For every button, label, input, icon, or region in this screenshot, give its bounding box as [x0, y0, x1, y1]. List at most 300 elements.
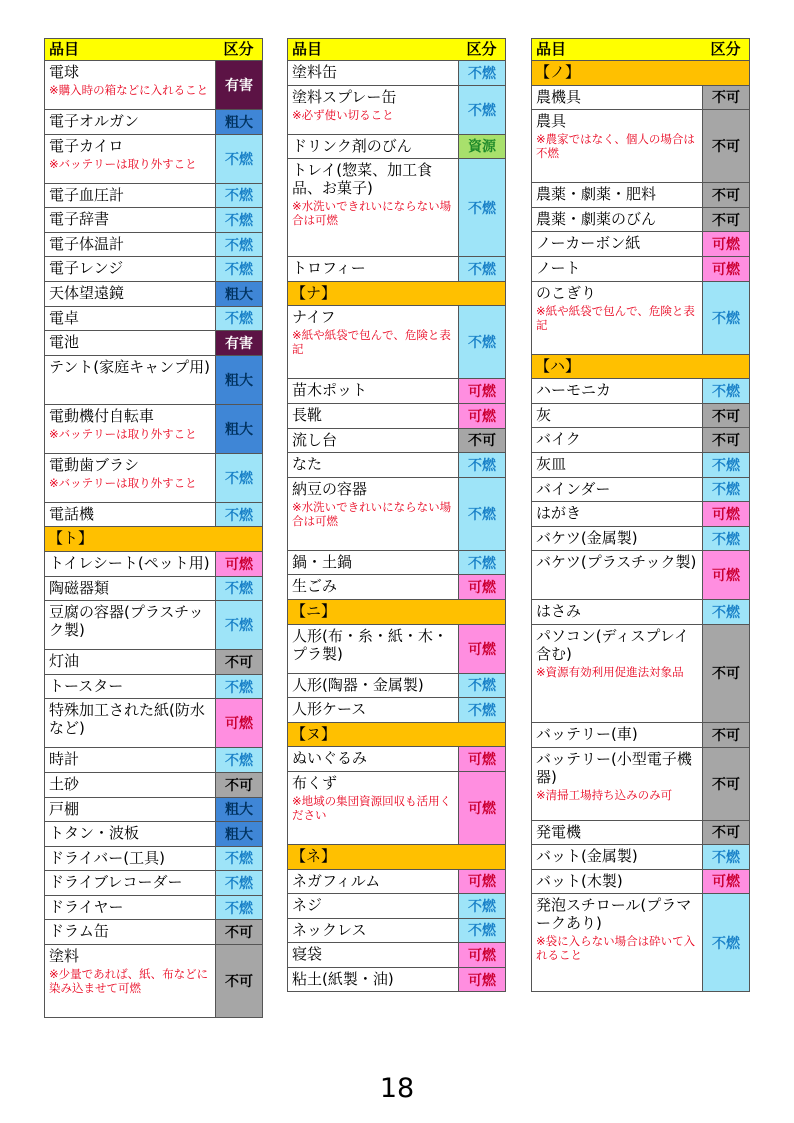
category-badge: 不燃 — [458, 453, 505, 477]
item-name: 塗料スプレー缶 — [292, 87, 397, 106]
item-name: テント(家庭キャンプ用) — [49, 357, 210, 376]
category-badge: 可燃 — [458, 404, 505, 428]
table-column-2 — [287, 38, 506, 992]
table-row — [287, 625, 506, 674]
category-badge: 可燃 — [458, 575, 505, 599]
category-badge: 不可 — [215, 650, 262, 674]
table-row — [531, 232, 750, 257]
category-badge: 不可 — [215, 920, 262, 944]
category-badge: 不可 — [702, 723, 749, 747]
item-cell — [532, 257, 702, 281]
header-item-label: 品目 — [49, 40, 80, 58]
item-cell — [45, 257, 215, 281]
category-badge: 不燃 — [458, 478, 505, 550]
item-cell — [45, 552, 215, 576]
item-cell — [532, 527, 702, 551]
category-badge: 不燃 — [458, 61, 505, 85]
table-row — [531, 502, 750, 527]
item-name: 電子辞書 — [49, 210, 110, 229]
item-name: 電子レンジ — [49, 259, 124, 278]
item-name: 電卓 — [49, 308, 80, 327]
item-cell — [288, 894, 458, 918]
item-cell — [532, 625, 702, 722]
category-badge: 可燃 — [702, 257, 749, 281]
table-row — [531, 110, 750, 183]
item-cell — [532, 821, 702, 845]
item-name: バット(木製) — [536, 871, 623, 890]
table-row — [287, 551, 506, 576]
table-row — [287, 747, 506, 772]
table-row — [287, 698, 506, 723]
item-name: 流し台 — [292, 430, 338, 449]
category-badge: 可燃 — [702, 502, 749, 526]
table-row — [287, 135, 506, 160]
item-name: ドライヤー — [49, 897, 124, 916]
item-name: 納豆の容器 — [292, 479, 368, 498]
item-cell — [288, 61, 458, 85]
item-name: 布くず — [292, 773, 338, 792]
table-row — [44, 798, 263, 823]
item-cell — [45, 307, 215, 331]
category-badge: 不燃 — [215, 896, 262, 920]
item-cell — [532, 551, 702, 599]
category-badge: 粗大 — [215, 798, 262, 822]
section-header: 【ト】 — [44, 527, 263, 552]
category-badge: 不可 — [702, 428, 749, 452]
table-row — [287, 86, 506, 135]
table-header — [44, 38, 263, 61]
item-note: ※清掃工場持ち込みのみ可 — [536, 787, 673, 802]
item-name: 粘土(紙製・油) — [292, 969, 394, 988]
item-name: ネックレス — [292, 920, 367, 939]
item-cell — [532, 404, 702, 428]
item-name: バッテリー(車) — [536, 724, 638, 743]
category-badge: 不燃 — [215, 454, 262, 502]
category-badge: 粗大 — [215, 282, 262, 306]
table-row — [287, 429, 506, 454]
table-row — [44, 331, 263, 356]
item-name: 長靴 — [292, 405, 323, 424]
table-row — [531, 379, 750, 404]
table-row — [44, 601, 263, 650]
table-row — [531, 821, 750, 846]
item-cell — [45, 208, 215, 232]
item-cell — [45, 871, 215, 895]
item-cell — [45, 110, 215, 134]
table-row — [531, 453, 750, 478]
item-name: ネガフィルム — [292, 871, 381, 890]
category-badge: 不燃 — [215, 184, 262, 208]
item-cell — [288, 698, 458, 722]
table-row — [287, 919, 506, 944]
item-note: ※水洗いできれいにならない場合は可燃 — [292, 499, 452, 528]
item-note: ※バッテリーは取り外すこと — [49, 475, 197, 490]
category-badge: 不可 — [702, 110, 749, 182]
item-cell — [532, 183, 702, 207]
category-badge: 不燃 — [702, 282, 749, 354]
item-name: 天体望遠鏡 — [49, 283, 125, 302]
item-name: 特殊加工された紙(防水など) — [49, 701, 205, 738]
item-name: 鍋・土鍋 — [292, 552, 353, 571]
item-cell — [288, 575, 458, 599]
table-row — [531, 478, 750, 503]
item-note: ※購入時の箱などに入れること — [49, 83, 209, 97]
category-badge: 不可 — [702, 404, 749, 428]
table-row — [287, 478, 506, 551]
item-cell — [288, 772, 458, 844]
category-badge: 不燃 — [215, 503, 262, 527]
item-cell — [45, 650, 215, 674]
table-row — [531, 257, 750, 282]
table-row — [44, 748, 263, 773]
category-badge: 不燃 — [458, 894, 505, 918]
table-row — [287, 61, 506, 86]
item-cell — [532, 894, 702, 991]
item-name: 生ごみ — [292, 577, 338, 596]
item-name: ハーモニカ — [536, 381, 612, 400]
item-name: ドライブレコーダー — [49, 873, 183, 892]
item-name: 電動機付自転車 — [49, 406, 155, 425]
table-row — [44, 552, 263, 577]
table-column-1 — [44, 38, 263, 1018]
item-name: 苗木ポット — [292, 381, 368, 400]
item-name: のこぎり — [536, 283, 597, 302]
category-badge: 不可 — [215, 773, 262, 797]
item-cell — [288, 478, 458, 550]
table-row — [44, 135, 263, 184]
table-row — [44, 871, 263, 896]
item-cell — [532, 86, 702, 110]
table-row — [44, 945, 263, 1018]
item-name: ノート — [536, 258, 581, 277]
item-name: 陶磁器類 — [49, 578, 110, 597]
category-badge: 不燃 — [215, 307, 262, 331]
item-name: 電子オルガン — [49, 112, 140, 130]
category-badge: 可燃 — [458, 747, 505, 771]
item-cell — [288, 453, 458, 477]
item-cell — [45, 233, 215, 257]
table-row — [287, 870, 506, 895]
category-badge: 不燃 — [215, 748, 262, 772]
item-name: バインダー — [536, 479, 611, 498]
item-cell — [45, 798, 215, 822]
item-cell — [532, 379, 702, 403]
table-header — [531, 38, 750, 61]
item-note: ※バッテリーは取り外すこと — [49, 156, 197, 171]
header-category-label: 区分 — [223, 40, 254, 58]
item-name: なた — [292, 455, 323, 474]
item-cell — [45, 503, 215, 527]
table-row — [287, 575, 506, 600]
category-badge: 不燃 — [458, 698, 505, 722]
header-item-label: 品目 — [292, 40, 323, 58]
category-badge: 不燃 — [215, 257, 262, 281]
item-cell — [45, 331, 215, 355]
section-header: 【ナ】 — [287, 282, 506, 307]
section-header: 【ハ】 — [531, 355, 750, 380]
category-badge: 不燃 — [215, 601, 262, 649]
category-badge: 不燃 — [458, 306, 505, 378]
item-name: 農具 — [536, 112, 567, 131]
item-name: ネジ — [292, 896, 323, 915]
item-name: 塗料缶 — [292, 63, 338, 81]
category-badge: 不燃 — [458, 674, 505, 698]
table-row — [287, 968, 506, 993]
item-cell — [532, 478, 702, 502]
table-row — [531, 551, 750, 600]
category-badge: 可燃 — [458, 943, 505, 967]
category-badge: 不可 — [702, 821, 749, 845]
item-cell — [288, 135, 458, 159]
item-note: ※資源有効利用促進法対象品 — [536, 664, 684, 679]
item-cell — [532, 723, 702, 747]
item-name: ドリンク剤のびん — [292, 136, 412, 155]
item-cell — [45, 601, 215, 649]
item-cell — [45, 356, 215, 404]
item-cell — [45, 699, 215, 747]
item-cell — [532, 600, 702, 624]
table-row — [44, 233, 263, 258]
item-cell — [532, 232, 702, 256]
table-row — [287, 674, 506, 699]
item-note: ※バッテリーは取り外すこと — [49, 426, 197, 441]
item-name: ぬいぐるみ — [292, 749, 368, 768]
item-cell — [288, 551, 458, 575]
item-name: 戸棚 — [49, 799, 80, 818]
table-row — [287, 772, 506, 845]
item-cell — [45, 405, 215, 453]
table-header — [287, 38, 506, 61]
table-row — [287, 257, 506, 282]
item-cell — [288, 404, 458, 428]
table-row — [44, 405, 263, 454]
category-badge: 不燃 — [702, 845, 749, 869]
table-row — [531, 894, 750, 992]
item-note: ※袋に入らない場合は砕いて入れること — [536, 934, 696, 963]
item-name: バケツ(金属製) — [536, 528, 638, 547]
item-name: トロフィー — [292, 259, 366, 278]
header-category-label: 区分 — [466, 40, 497, 58]
item-name: 灰皿 — [536, 454, 567, 473]
item-cell — [288, 674, 458, 698]
item-name: 電子血圧計 — [49, 185, 125, 204]
category-badge: 可燃 — [702, 870, 749, 894]
item-name: 発電機 — [536, 822, 582, 841]
item-name: 電球 — [49, 63, 80, 81]
table-column-3 — [531, 38, 750, 992]
category-badge: 不燃 — [215, 847, 262, 871]
category-badge: 不燃 — [702, 478, 749, 502]
table-row — [531, 183, 750, 208]
table-row — [44, 675, 263, 700]
table-row — [531, 208, 750, 233]
category-badge: 不燃 — [458, 159, 505, 256]
item-cell — [532, 502, 702, 526]
item-cell — [288, 919, 458, 943]
item-name: はさみ — [536, 602, 582, 621]
category-badge: 不燃 — [215, 135, 262, 183]
category-badge: 可燃 — [458, 870, 505, 894]
section-header: 【ノ】 — [531, 61, 750, 86]
table-row — [531, 870, 750, 895]
category-badge: 不可 — [215, 945, 262, 1017]
item-name: 人形ケース — [292, 700, 367, 719]
item-name: 農薬・劇薬のびん — [536, 209, 657, 228]
item-note: ※地域の集団資源回収も活用ください — [292, 793, 452, 822]
table-row — [531, 748, 750, 821]
table-row — [531, 845, 750, 870]
section-header: 【ヌ】 — [287, 723, 506, 748]
category-badge: 不燃 — [215, 871, 262, 895]
category-badge: 有害 — [215, 331, 262, 355]
item-cell — [532, 208, 702, 232]
item-cell — [288, 625, 458, 673]
table-row — [287, 943, 506, 968]
item-name: 電話機 — [49, 504, 95, 523]
item-note: ※少量であれば、紙、布などに染み込ませて可燃 — [49, 967, 209, 996]
item-name: ノーカーボン紙 — [536, 234, 641, 253]
header-item-label: 品目 — [536, 40, 567, 58]
table-row — [44, 61, 263, 110]
category-badge: 不可 — [702, 183, 749, 207]
table-row — [531, 282, 750, 355]
item-cell — [532, 453, 702, 477]
item-name: 寝袋 — [292, 945, 323, 964]
item-cell — [532, 428, 702, 452]
category-badge: 不燃 — [702, 600, 749, 624]
item-name: 塗料 — [49, 947, 80, 966]
item-cell — [532, 748, 702, 820]
item-name: 電動歯ブラシ — [49, 455, 140, 474]
table-row — [287, 379, 506, 404]
header-category-label: 区分 — [710, 40, 741, 58]
item-cell — [45, 896, 215, 920]
item-name: 灰 — [536, 405, 552, 424]
category-badge: 可燃 — [215, 552, 262, 576]
item-cell — [532, 110, 702, 182]
item-name: バケツ(プラスチック製) — [536, 553, 697, 572]
table-row — [531, 625, 750, 723]
item-cell — [45, 675, 215, 699]
category-badge: 可燃 — [702, 232, 749, 256]
item-name: はがき — [536, 504, 582, 523]
category-badge: 不燃 — [458, 551, 505, 575]
item-name: バット(金属製) — [536, 847, 638, 866]
item-name: 土砂 — [49, 774, 80, 793]
item-name: 農薬・劇薬・肥料 — [536, 185, 657, 204]
item-name: 灯油 — [49, 652, 80, 671]
table-row — [44, 822, 263, 847]
category-badge: 可燃 — [702, 551, 749, 599]
table-row — [44, 356, 263, 405]
item-name: 電池 — [49, 333, 80, 352]
item-cell — [288, 306, 458, 378]
category-badge: 不燃 — [702, 527, 749, 551]
table-row — [287, 894, 506, 919]
item-cell — [288, 943, 458, 967]
category-badge: 不燃 — [458, 86, 505, 134]
section-header: 【ニ】 — [287, 600, 506, 625]
item-cell — [288, 159, 458, 256]
item-cell — [288, 968, 458, 992]
item-name: 豆腐の容器(プラスチック製) — [49, 603, 204, 640]
item-name: 時計 — [49, 750, 80, 769]
item-cell — [532, 282, 702, 354]
item-note: ※紙や紙袋で包んで、危険と表記 — [292, 328, 451, 357]
table-row — [44, 699, 263, 748]
category-badge: 不可 — [702, 208, 749, 232]
category-badge: 不燃 — [215, 577, 262, 601]
item-cell — [288, 747, 458, 771]
category-badge: 不燃 — [702, 453, 749, 477]
category-badge: 可燃 — [458, 379, 505, 403]
category-badge: 資源 — [458, 135, 505, 159]
category-badge: 有害 — [215, 61, 262, 109]
item-cell — [45, 454, 215, 502]
table-row — [44, 282, 263, 307]
category-badge: 不燃 — [458, 257, 505, 281]
table-row — [44, 896, 263, 921]
table-row — [44, 650, 263, 675]
item-name: バイク — [536, 430, 581, 449]
item-name: 電子カイロ — [49, 136, 124, 155]
item-cell — [532, 870, 702, 894]
item-cell — [45, 748, 215, 772]
table-row — [531, 86, 750, 111]
category-badge: 不燃 — [702, 379, 749, 403]
table-row — [44, 257, 263, 282]
item-cell — [45, 61, 215, 109]
item-name: トイレシート(ペット用) — [49, 553, 210, 572]
table-row — [287, 453, 506, 478]
item-name: 農機具 — [536, 87, 582, 106]
category-badge: 不可 — [458, 429, 505, 453]
category-badge: 可燃 — [215, 699, 262, 747]
item-name: 発泡スチロール(プラマークあり) — [536, 896, 692, 933]
category-badge: 粗大 — [215, 356, 262, 404]
table-row — [44, 920, 263, 945]
table-row — [44, 503, 263, 528]
category-badge: 不燃 — [215, 208, 262, 232]
item-cell — [45, 945, 215, 1017]
category-badge: 可燃 — [458, 772, 505, 844]
item-cell — [45, 577, 215, 601]
item-cell — [45, 920, 215, 944]
category-badge: 不燃 — [215, 675, 262, 699]
item-cell — [288, 86, 458, 134]
item-name: 人形(陶器・金属製) — [292, 675, 424, 694]
table-row — [531, 428, 750, 453]
table-row — [44, 208, 263, 233]
table-row — [44, 773, 263, 798]
section-header: 【ネ】 — [287, 845, 506, 870]
table-row — [44, 110, 263, 135]
category-badge: 粗大 — [215, 405, 262, 453]
category-badge: 可燃 — [458, 625, 505, 673]
item-name: ドラム缶 — [49, 922, 109, 941]
item-cell — [288, 379, 458, 403]
category-badge: 不燃 — [702, 894, 749, 991]
item-cell — [45, 773, 215, 797]
page-number: 18 — [379, 1073, 415, 1104]
item-name: ドライバー(工具) — [49, 848, 165, 867]
item-cell — [532, 845, 702, 869]
item-note: ※紙や紙袋で包んで、危険と表記 — [536, 303, 695, 332]
category-badge: 不可 — [702, 748, 749, 820]
table-row — [44, 184, 263, 209]
item-name: 電子体温計 — [49, 234, 125, 253]
item-note: ※必ず使い切ること — [292, 107, 394, 122]
